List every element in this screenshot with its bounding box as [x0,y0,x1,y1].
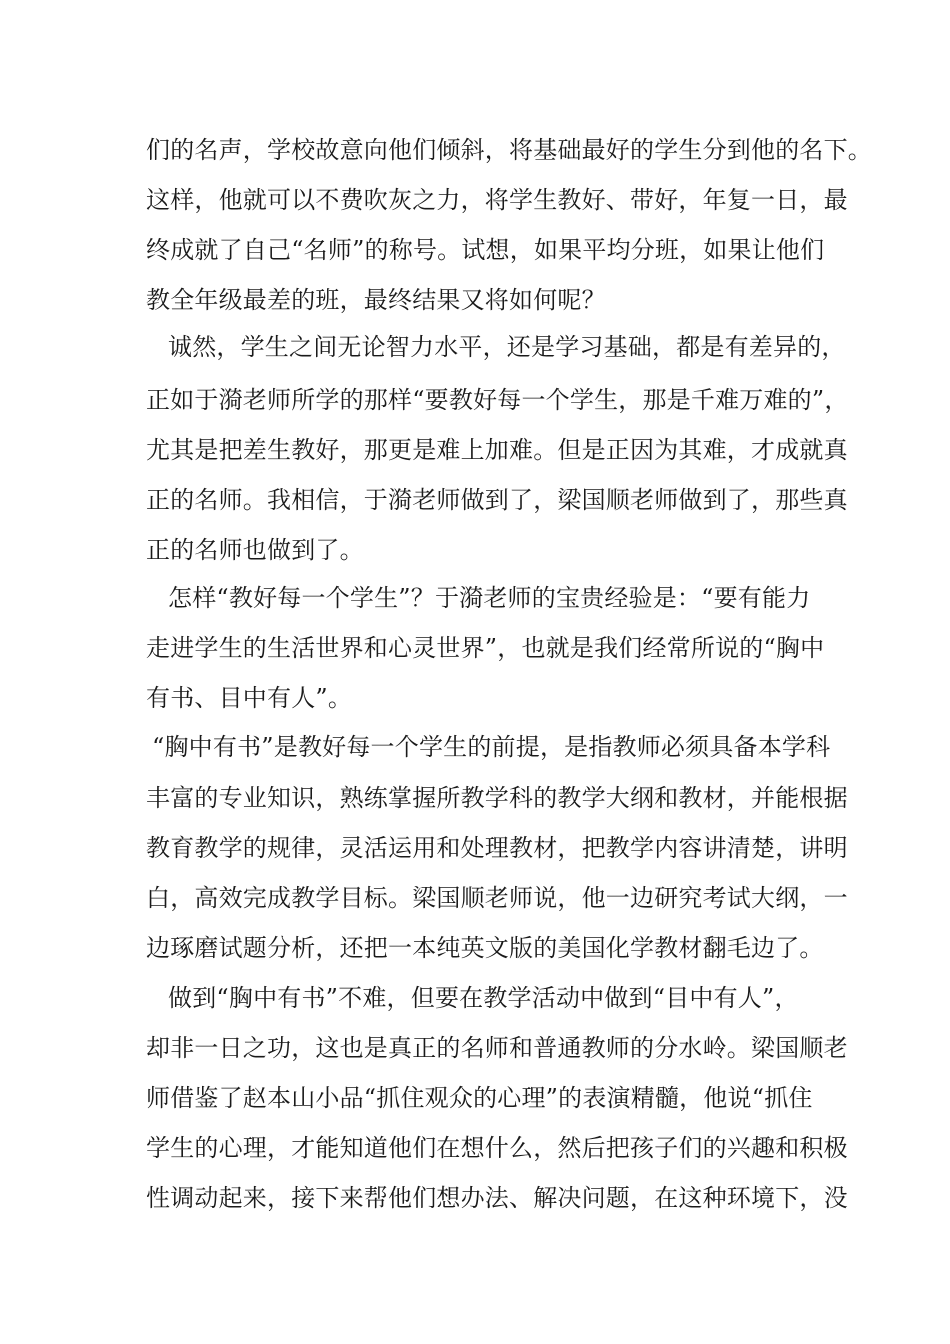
text-line: “胸中有书”是教好每一个学生的前提，是指教师必须具备本学科 [152,733,831,761]
text-line: 丰富的专业知识，熟练掌握所教学科的教学大纲和教材，并能根据 [146,784,848,812]
text-line: 教育教学的规律，灵活运用和处理教材，把教学内容讲清楚，讲明 [146,834,848,862]
text-line: 们的名声，学校故意向他们倾斜，将基础最好的学生分到他的名下。 [146,136,872,164]
text-line: 怎样“教好每一个学生”？于漪老师的宝贵经验是：“要有能力 [168,584,811,612]
text-line: 正的名师。我相信，于漪老师做到了，梁国顺老师做到了，那些真 [146,486,848,514]
text-line: 正的名师也做到了。 [146,536,364,564]
text-line: 师借鉴了赵本山小品“抓住观众的心理”的表演精髓，他说“抓住 [146,1084,813,1112]
text-line: 边琢磨试题分析，还把一本纯英文版的美国化学教材翻毛边了。 [146,934,824,962]
text-line: 正如于漪老师所学的那样“要教好每一个学生，那是千难万难的”， [146,386,849,414]
text-line: 做到“胸中有书”不难，但要在教学活动中做到“目中有人”， [168,984,799,1012]
text-line: 走进学生的生活世界和心灵世界”，也就是我们经常所说的“胸中 [146,634,825,662]
text-line: 却非一日之功，这也是真正的名师和普通教师的分水岭。梁国顺老 [146,1034,848,1062]
text-line: 尤其是把差生教好，那更是难上加难。但是正因为其难，才成就真 [146,436,848,464]
text-line: 终成就了自己“名师”的称号。试想，如果平均分班，如果让他们 [146,236,825,264]
text-line: 有书、目中有人”。 [146,684,353,712]
text-line: 白，高效完成教学目标。梁国顺老师说，他一边研究考试大纲，一 [146,884,848,912]
text-line: 这样，他就可以不费吹灰之力，将学生教好、带好，年复一日，最 [146,186,848,214]
text-line: 性调动起来，接下来帮他们想办法、解决问题，在这种环境下，没 [146,1184,848,1212]
text-line: 诚然，学生之间无论智力水平，还是学习基础，都是有差异的， [168,333,846,361]
text-line: 学生的心理，才能知道他们在想什么，然后把孩子们的兴趣和积极 [146,1134,848,1162]
text-line: 教全年级最差的班，最终结果又将如何呢？ [146,286,606,314]
